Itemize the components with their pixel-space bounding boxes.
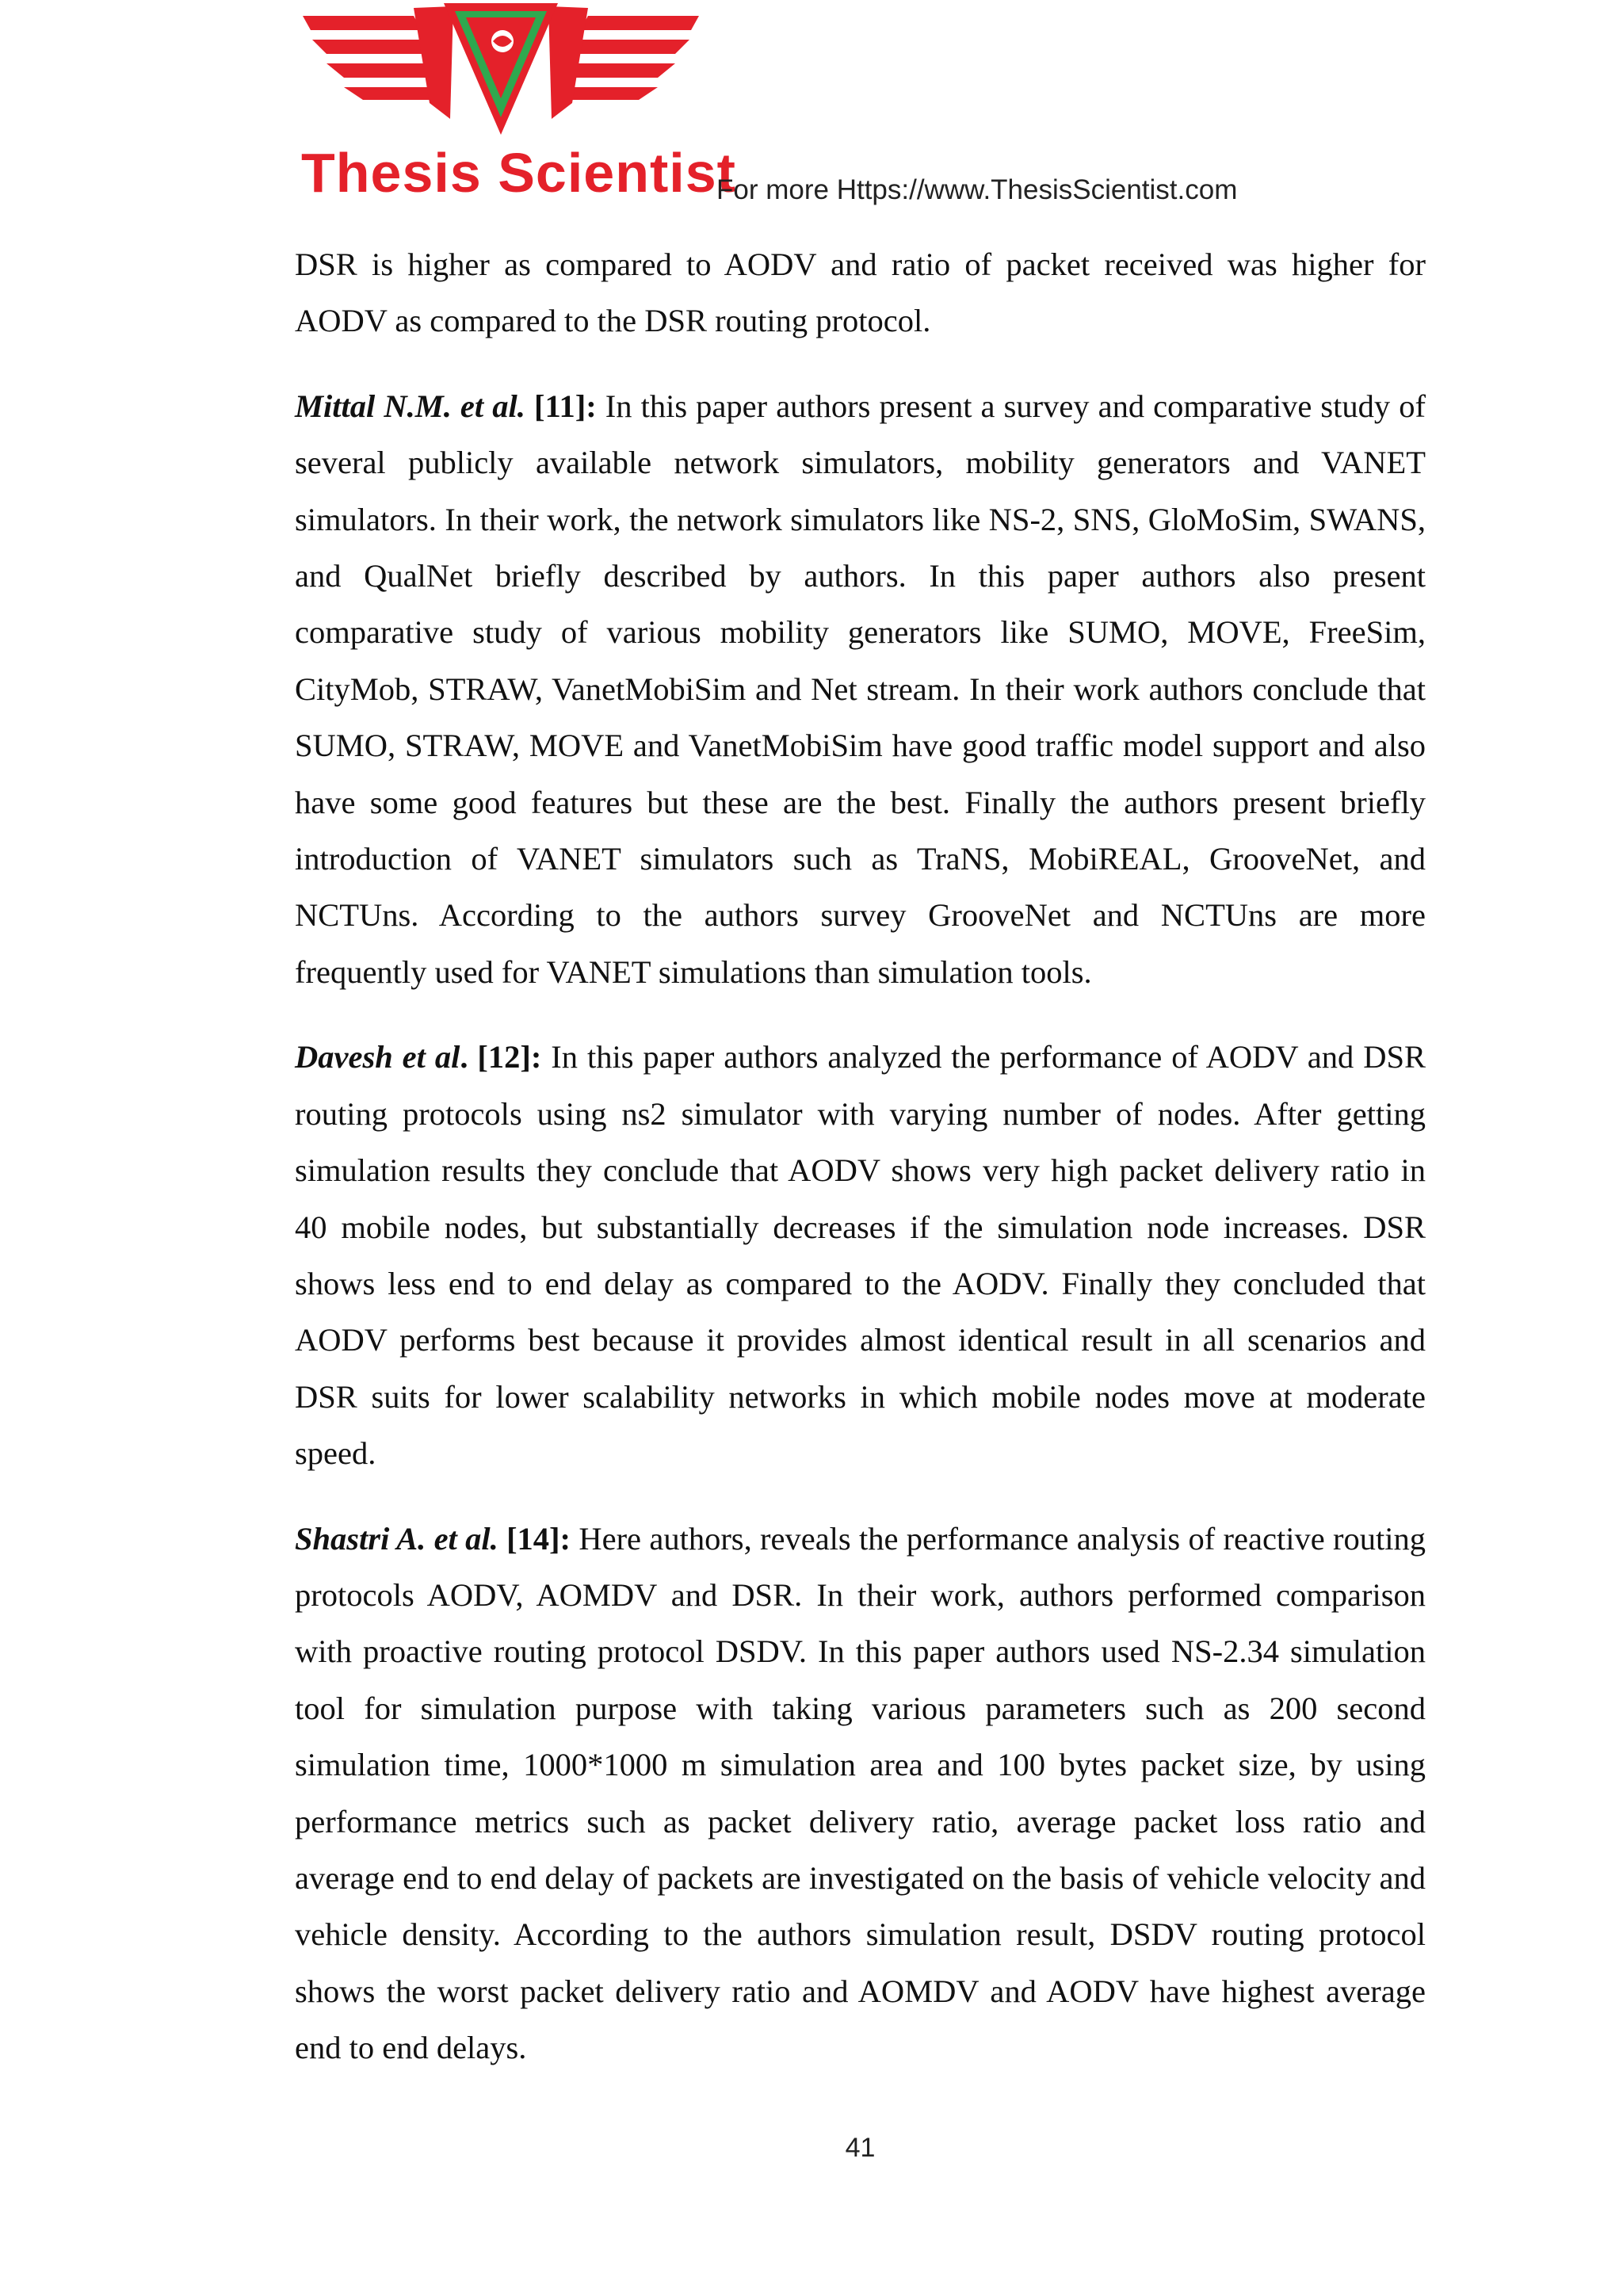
thesis-scientist-logo-icon — [295, 0, 707, 147]
paragraph-text: In this paper authors analyzed the performance of AODV and DSR routing protocols using ns2 simulator with varying number of nodes. After getting simulation results they conclude that AODV shows very high packet delivery ratio in 40 mobile nodes, but substantially decreases if the simulation node increases. DSR shows less end to end delay as compared to the AODV. Finally they concluded that AODV performs best because it provides almost identical result in all scenarios and DSR suits for lower scalability networks in which mobile nodes move at moderate speed. — [295, 1039, 1426, 1472]
paragraph-text: Here authors, reveals the performance analysis of reactive routing protocols AODV, AOMDV and DSR. In their work, authors performed comparison with proactive routing protocol DSDV. In this paper authors used NS-2.34 simulation tool for simulation purpose with taking various parameters such as 200 second simulation time, 1000*1000 m simulation area and 100 bytes packet size, by using performance metrics such as packet delivery ratio, average packet loss ratio and average end to end delay of packets are investigated on the basis of vehicle velocity and vehicle density. According to the authors simulation result, DSDV routing protocol shows the worst packet delivery ratio and AOMDV and AODV have highest average end to end delays. — [295, 1520, 1426, 2066]
page-header — [295, 0, 1420, 206]
paragraph-reference — [295, 378, 1426, 1000]
logo-wordmark: Thesis Scientist — [301, 142, 736, 204]
reference-number: [11]: — [533, 388, 597, 424]
page-number: 41 — [845, 2133, 876, 2163]
reference-author: Davesh et al — [295, 1039, 460, 1075]
page-body — [295, 236, 1426, 2105]
paragraph-text: DSR is higher as compared to AODV and ratio of packet received was higher for AODV as compared to the DSR routing protocol. — [295, 246, 1426, 339]
reference-number: [14]: — [506, 1520, 571, 1557]
paragraph-reference — [295, 1029, 1426, 1481]
website-link[interactable]: For more Https://www.ThesisScientist.com — [716, 174, 1238, 205]
reference-number: . [12]: — [460, 1039, 542, 1075]
paragraph-reference — [295, 1511, 1426, 2076]
paragraph-continuation — [295, 236, 1426, 350]
reference-author: Shastri A. et al. — [295, 1520, 498, 1557]
paragraph-text: In this paper authors present a survey and comparative study of several publicly available network simulators, mobility generators and VANET simulators. In their work, the network simulators like NS-2, SNS, GloMoSim, SWANS, and QualNet briefly described by authors. In this paper authors also present comparative study of various mobility generators like SUMO, MOVE, FreeSim, CityMob, STRAW, VanetMobiSim and Net stream. In their work authors conclude that SUMO, STRAW, MOVE and VanetMobiSim have good traffic model support and also have some good features but these are the best. Finally the authors present briefly introduction of VANET simulators such as TraNS, MobiREAL, GrooveNet, and NCTUns. According to the authors survey GrooveNet and NCTUns are more frequently used for VANET simulations than simulation tools. — [295, 388, 1426, 990]
reference-author: Mittal N.M. et al. — [295, 388, 525, 424]
